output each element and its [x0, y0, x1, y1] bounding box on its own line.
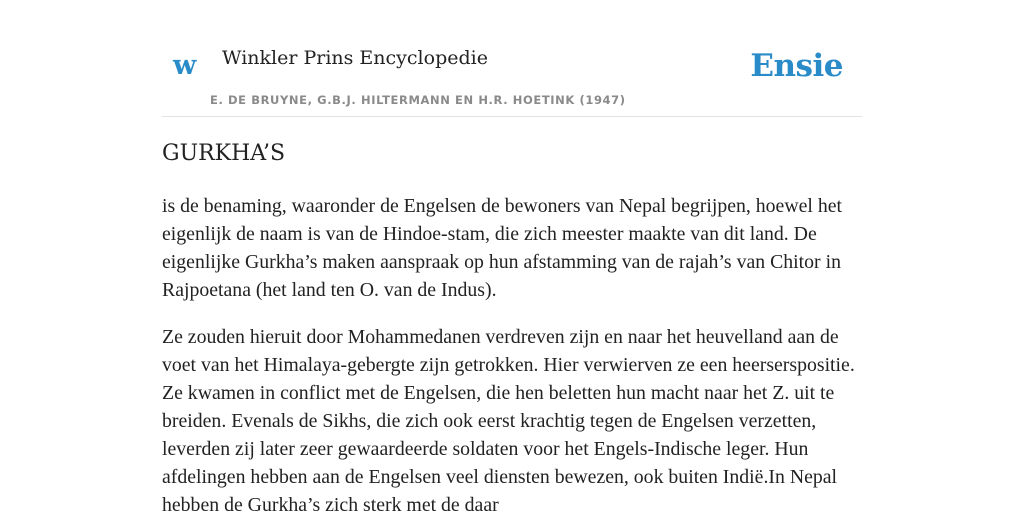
- source-title-link[interactable]: Winkler Prins Encyclopedie: [222, 47, 488, 69]
- article-paragraph-1: is de benaming, waaronder de Engelsen de bewoners van Nepal begrijpen, hoewel het eigenlijk de naam is van de Hindoe-stam, die zich meester maakte van dit land. De eigenlijke Gurkha’s maken aanspraak op hun afstamming van de rajah’s van Chitor in Rajpoetana (het land ten O. van de Indus).: [162, 195, 843, 301]
- article-title: GURKHA’S: [162, 141, 286, 166]
- source-header: [162, 0, 862, 117]
- article-page: [162, 0, 862, 516]
- source-authors: E. DE BRUYNE, G.B.J. HILTERMANN EN H.R. HOETINK (1947): [210, 93, 626, 107]
- source-logo[interactable]: w: [173, 50, 197, 81]
- article-paragraph-2: Ze zouden hieruit door Mohammedanen verdreven zijn en naar het heuvelland aan de voet van het Himalaya-gebergte zijn getrokken. Hier verwierven ze een heerserspositie. Ze kwamen in conflict met de Engelsen, die hen beletten hun macht naar het Z. uit te breiden. Evenals de Sikhs, die zich ook eerst krachtig tegen de Engelsen verzetten, leverden zij later zeer gewaardeerde soldaten voor het Engels-Indische leger. Hun afdelingen hebben aan de Engelsen veel diensten bewezen, ook buiten Indië.In Nepal hebben de Gurkha’s zich sterk met de daar: [162, 326, 855, 516]
- ensie-logo[interactable]: Ensie: [750, 48, 843, 84]
